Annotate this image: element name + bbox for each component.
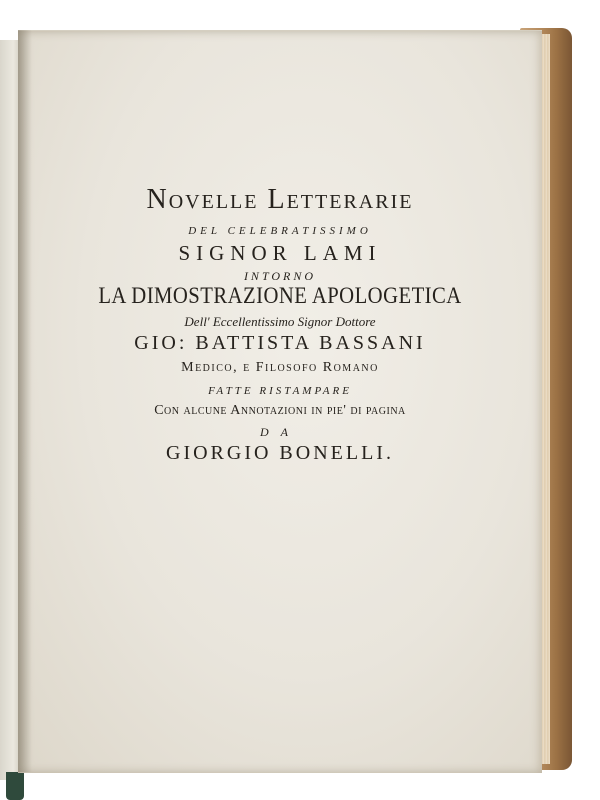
title-line-subject: LA DIMOSTRAZIONE APOLOGETICA	[98, 283, 462, 308]
title-line-author: SIGNOR LAMI	[178, 241, 382, 265]
title-line-10: Con alcune Annotazioni in pie' di pagina	[154, 403, 406, 418]
bookmark-ribbon	[6, 772, 24, 800]
title-line-person: GIO: BATTISTA BASSANI	[134, 332, 426, 354]
title-page	[18, 30, 542, 773]
gutter-shadow	[18, 30, 32, 772]
title-line-9: FATTE RISTAMPARE	[208, 385, 352, 397]
title-line-main: Novelle Letterarie	[146, 184, 414, 215]
title-line-4: INTORNO	[243, 269, 317, 283]
title-line-6: Dell' Eccellentissimo Signor Dottore	[184, 314, 376, 329]
title-line-editor: GIORGIO BONELLI.	[166, 442, 394, 464]
title-line-11: DA	[260, 425, 300, 439]
title-line-8: Medico, e Filosofo Romano	[181, 360, 379, 375]
title-line-2: DEL CELEBRATISSIMO	[188, 225, 372, 237]
